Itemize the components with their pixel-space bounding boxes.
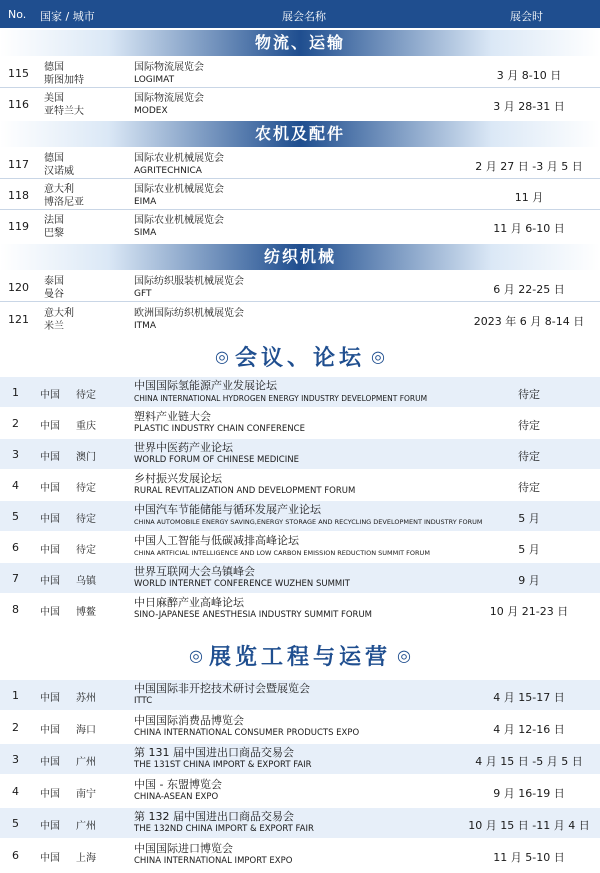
- row-name-cn: 中日麻醉产业高峰论坛: [134, 596, 244, 609]
- header-city: 国家 / 城市: [40, 10, 95, 23]
- table-row: [0, 776, 600, 806]
- row-name-cn: 第 132 届中国进出口商品交易会: [134, 810, 294, 823]
- row-country: 中国: [40, 483, 60, 494]
- row-country: 德国: [44, 153, 64, 164]
- row-country: 中国: [40, 452, 60, 463]
- row-no: 120: [8, 281, 29, 294]
- row-no: 3: [12, 753, 19, 766]
- row-time: 9 月 16-19 日: [493, 787, 565, 800]
- row-country: 中国: [40, 514, 60, 525]
- table-row: [0, 408, 600, 438]
- row-no: 7: [12, 572, 19, 585]
- table-row: [0, 744, 600, 774]
- row-city: 待定: [76, 545, 96, 556]
- row-city: 博洛尼亚: [44, 197, 84, 208]
- row-time: 待定: [518, 388, 540, 401]
- row-name-cn: 国际物流展览会: [134, 93, 204, 104]
- row-name-en: SIMA: [134, 228, 157, 238]
- row-name-en: RURAL REVITALIZATION AND DEVELOPMENT FORUM: [134, 486, 356, 496]
- section-band-textile: [0, 244, 600, 270]
- row-city: 亚特兰大: [44, 106, 84, 117]
- circle-bullet-icon: ◎: [189, 646, 203, 665]
- section-title: 物流、运输: [254, 33, 345, 52]
- row-name-cn: 第 131 届中国进出口商品交易会: [134, 746, 294, 759]
- row-name-cn: 国际农业机械展览会: [134, 153, 224, 164]
- row-city: 曼谷: [44, 289, 64, 300]
- circle-bullet-icon: ◎: [215, 347, 229, 366]
- row-name-en: EIMA: [134, 197, 157, 207]
- row-country: 泰国: [44, 276, 64, 287]
- row-name-en: WORLD INTERNET CONFERENCE WUZHEN SUMMIT: [134, 579, 350, 589]
- row-no: 117: [8, 158, 29, 171]
- row-time: 2 月 27 日 -3 月 5 日: [475, 160, 583, 173]
- ops-title: [0, 640, 600, 671]
- row-name-cn: 国际农业机械展览会: [134, 184, 224, 195]
- row-city: 斯图加特: [44, 75, 84, 86]
- row-name-cn: 中国国际进口博览会: [134, 842, 233, 855]
- row-name-cn: 塑料产业链大会: [134, 410, 211, 423]
- row-city: 汉诺威: [44, 166, 74, 177]
- row-city: 待定: [76, 390, 96, 401]
- table-row: [0, 58, 600, 88]
- row-no: 119: [8, 220, 29, 233]
- row-time: 待定: [518, 419, 540, 432]
- row-time: 4 月 15 日 -5 月 5 日: [475, 755, 583, 768]
- row-time: 11 月 6-10 日: [493, 222, 565, 235]
- circle-bullet-icon: ◎: [371, 347, 385, 366]
- row-time: 11 月 5-10 日: [493, 851, 565, 864]
- row-name-en: CHINA ARTFICIAL INTELLIGENCE AND LOW CARBON EMISSION REDUCTION SUMMIT FORUM: [134, 549, 430, 557]
- row-name-cn: 中国汽车节能储能与循环发展产业论坛: [134, 503, 321, 516]
- row-time: 2023 年 6 月 8-14 日: [473, 315, 585, 328]
- row-city: 广州: [76, 757, 96, 768]
- row-city: 重庆: [76, 421, 96, 432]
- row-country: 中国: [40, 821, 60, 832]
- table-row: [0, 680, 600, 710]
- row-name-cn: 国际物流展览会: [134, 62, 204, 73]
- table-row: [0, 501, 600, 531]
- row-no: 6: [12, 541, 19, 554]
- section-title: 纺织机械: [263, 247, 336, 266]
- header-time: 展会时: [510, 10, 543, 23]
- row-country: 意大利: [44, 308, 74, 319]
- row-country: 中国: [40, 390, 60, 401]
- table-row: [0, 532, 600, 562]
- row-country: 法国: [44, 215, 64, 226]
- table-row: [0, 377, 600, 407]
- row-time: 4 月 12-16 日: [493, 723, 565, 736]
- row-name-cn: 世界中医药产业论坛: [134, 441, 233, 454]
- section-band-agri: [0, 121, 600, 147]
- row-no: 4: [12, 785, 19, 798]
- table-row: [0, 840, 600, 870]
- table-row: [0, 470, 600, 500]
- row-name-cn: 乡村振兴发展论坛: [134, 472, 222, 485]
- row-no: 4: [12, 479, 19, 492]
- row-time: 待定: [518, 450, 540, 463]
- row-no: 2: [12, 417, 19, 430]
- row-no: 5: [12, 510, 19, 523]
- row-name-cn: 中国人工智能与低碳减排高峰论坛: [134, 534, 299, 547]
- row-country: 美国: [44, 93, 64, 104]
- row-no: 8: [12, 603, 19, 616]
- row-name-en: WORLD FORUM OF CHINESE MEDICINE: [134, 455, 299, 465]
- row-no: 5: [12, 817, 19, 830]
- section-title: 农机及配件: [254, 124, 345, 143]
- row-city: 米兰: [44, 321, 64, 332]
- row-time: 6 月 22-25 日: [493, 283, 565, 296]
- row-country: 德国: [44, 62, 64, 73]
- row-city: 海口: [76, 725, 96, 736]
- header-name: 展会名称: [282, 10, 326, 23]
- table-row: [0, 594, 600, 624]
- circle-bullet-icon: ◎: [397, 646, 411, 665]
- table-row: [0, 149, 600, 179]
- row-name-cn: 世界互联网大会乌镇峰会: [134, 565, 255, 578]
- row-name-cn: 国际纺织服装机械展览会: [134, 276, 244, 287]
- header-no: No.: [8, 8, 27, 21]
- row-time: 4 月 15-17 日: [493, 691, 565, 704]
- section-band-logistics: [0, 30, 600, 56]
- row-country: 中国: [40, 789, 60, 800]
- row-name-cn: 欧洲国际纺织机械展览会: [134, 308, 244, 319]
- row-no: 118: [8, 189, 29, 202]
- row-time: 5 月: [518, 512, 540, 525]
- ops-title-text: 展览工程与运营: [208, 645, 391, 670]
- row-country: 中国: [40, 545, 60, 556]
- row-name-en: AGRITECHNICA: [134, 166, 202, 176]
- row-name-en: PLASTIC INDUSTRY CHAIN CONFERENCE: [134, 424, 305, 434]
- row-name-en: ITMA: [134, 321, 157, 331]
- table-row: [0, 808, 600, 838]
- table-row: [0, 563, 600, 593]
- row-country: 中国: [40, 693, 60, 704]
- table-row: [0, 439, 600, 469]
- row-name-en: CHINA INTERNATIONAL CONSUMER PRODUCTS EXPO: [134, 728, 360, 738]
- row-name-en: GFT: [134, 289, 152, 299]
- table-row: [0, 211, 600, 241]
- row-time: 11 月: [514, 191, 544, 204]
- row-name-en: CHINA INTERNATIONAL HYDROGEN ENERGY INDUSTRY DEVELOPMENT FORUM: [134, 394, 428, 403]
- row-name-cn: 中国国际消费品博览会: [134, 714, 244, 727]
- row-city: 澳门: [76, 452, 96, 463]
- row-city: 乌镇: [76, 576, 96, 587]
- row-name-en: ITTC: [134, 696, 153, 706]
- row-name-en: THE 131ST CHINA IMPORT & EXPORT FAIR: [134, 760, 312, 770]
- row-no: 115: [8, 67, 29, 80]
- row-city: 上海: [76, 853, 96, 864]
- row-no: 2: [12, 721, 19, 734]
- row-no: 1: [12, 386, 19, 399]
- row-city: 南宁: [76, 789, 96, 800]
- row-name-en: CHINA-ASEAN EXPO: [134, 792, 219, 802]
- row-no: 3: [12, 448, 19, 461]
- table-row: [0, 272, 600, 302]
- row-name-en: LOGIMAT: [134, 75, 175, 85]
- row-no: 1: [12, 689, 19, 702]
- forum-title-text: 会议、论坛: [234, 346, 365, 371]
- row-country: 中国: [40, 576, 60, 587]
- row-name-en: CHINA INTERNATIONAL IMPORT EXPO: [134, 856, 293, 866]
- row-time: 10 月 21-23 日: [489, 605, 569, 618]
- row-no: 121: [8, 313, 29, 326]
- row-city: 广州: [76, 821, 96, 832]
- row-name-cn: 国际农业机械展览会: [134, 215, 224, 226]
- row-country: 意大利: [44, 184, 74, 195]
- row-country: 中国: [40, 725, 60, 736]
- table-row: [0, 180, 600, 210]
- row-time: 5 月: [518, 543, 540, 556]
- table-row: [0, 712, 600, 742]
- row-country: 中国: [40, 853, 60, 864]
- row-no: 6: [12, 849, 19, 862]
- forum-title: [0, 341, 600, 372]
- row-country: 中国: [40, 607, 60, 618]
- row-country: 中国: [40, 757, 60, 768]
- row-time: 3 月 28-31 日: [493, 100, 565, 113]
- row-city: 待定: [76, 483, 96, 494]
- row-name-en: MODEX: [134, 106, 168, 116]
- row-city: 巴黎: [44, 228, 64, 239]
- table-header: [0, 0, 600, 28]
- row-name-en: SINO-JAPANESE ANESTHESIA INDUSTRY SUMMIT FORUM: [134, 610, 373, 620]
- row-country: 中国: [40, 421, 60, 432]
- row-no: 116: [8, 98, 29, 111]
- row-name-cn: 中国 - 东盟博览会: [134, 778, 222, 791]
- row-name-cn: 中国国际氢能源产业发展论坛: [134, 379, 277, 392]
- row-name-en: CHINA AUTOMOBILE ENERGY SAVING,ENERGY STORAGE AND RECYCLING DEVELOPMENT INDUSTRY FORUM: [134, 518, 483, 526]
- row-city: 博鳌: [76, 607, 96, 618]
- row-time: 待定: [518, 481, 540, 494]
- row-time: 10 月 15 日 -11 月 4 日: [468, 819, 590, 832]
- row-time: 3 月 8-10 日: [496, 69, 562, 82]
- row-name-cn: 中国国际非开挖技术研讨会暨展览会: [134, 682, 310, 695]
- table-row: [0, 304, 600, 334]
- row-city: 待定: [76, 514, 96, 525]
- table-row: [0, 89, 600, 119]
- row-time: 9 月: [518, 574, 540, 587]
- row-city: 苏州: [76, 693, 96, 704]
- row-name-en: THE 132ND CHINA IMPORT & EXPORT FAIR: [134, 824, 314, 834]
